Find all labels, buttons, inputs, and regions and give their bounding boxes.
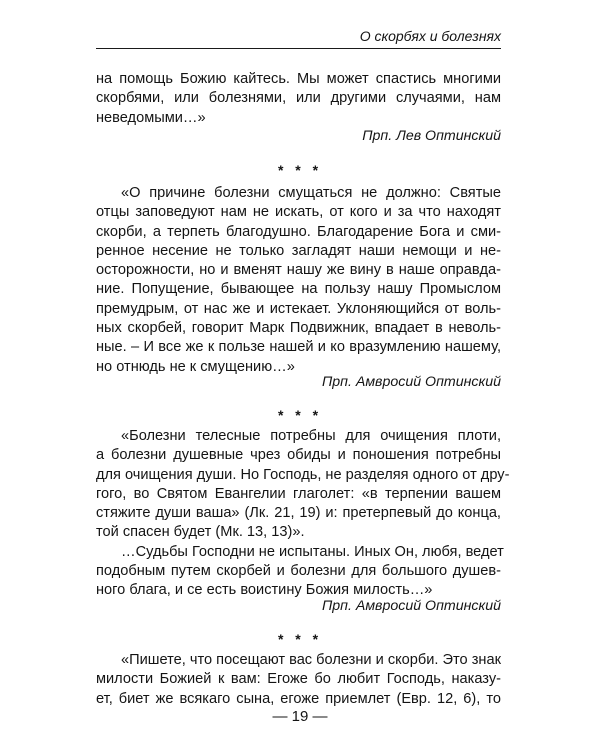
page-number: — 19 — bbox=[272, 708, 328, 725]
text-line: осторожности, но и вменят нашу же вину в наше оправда- bbox=[96, 262, 501, 279]
text-line: подобным путем скорбей и болезни для большого душев- bbox=[96, 563, 501, 580]
running-head: О скорбях и болезнях bbox=[359, 28, 501, 44]
text-line: ние. Попущение, бывающее на пользу нашу Промыслом bbox=[96, 281, 501, 298]
text-line: скорбями, или болезнями, или другими случаями, нам bbox=[96, 90, 501, 107]
quote-continuation bbox=[96, 70, 501, 128]
text-line: а болезни душевные чрез обиды и поношения потребны bbox=[96, 447, 501, 464]
text-line: …Судьбы Господни не испытаны. Иных Он, любя, ведет bbox=[121, 543, 504, 560]
text-line: гого, во Святом Евангелии глаголет: «в терпении вашем bbox=[96, 485, 501, 502]
quote-block bbox=[96, 651, 501, 709]
text-line: для очищения души. Но Господь, не разделяя одного от дру- bbox=[96, 466, 510, 483]
quote-block bbox=[96, 184, 501, 377]
section-separator: * * * bbox=[277, 407, 323, 423]
text-line: ет, биет же всякаго сына, егоже приемлет (Евр. 12, 6), то bbox=[96, 690, 501, 707]
text-line: неведомыми…» bbox=[96, 109, 206, 126]
text-line: ренное несение не только загладят наши немощи и не- bbox=[96, 242, 501, 259]
text-line: но отнюдь не к смущению…» bbox=[96, 358, 295, 375]
text-line: милости Божией к вам: Егоже бо любит Господь, наказу- bbox=[96, 671, 501, 688]
text-line: на помощь Божию кайтесь. Мы может спастись многими bbox=[96, 71, 501, 87]
text-line: ные. – И все же к пользе нашей и ко вразумлению нашему, bbox=[96, 339, 501, 356]
text-line: ных скорбей, говорит Марк Подвижник, впадает в неволь- bbox=[96, 320, 501, 337]
section-separator: * * * bbox=[277, 162, 323, 178]
attribution: Прп. Амвросий Оптинский bbox=[322, 598, 501, 614]
text-line: ного блага, и се есть воистину Божия милость…» bbox=[96, 582, 433, 599]
attribution: Прп. Лев Оптинский bbox=[362, 128, 501, 144]
header-rule bbox=[96, 48, 501, 49]
text-line: «Болезни телесные потребны для очищения плоти, bbox=[121, 428, 501, 444]
section-separator: * * * bbox=[277, 631, 323, 647]
text-line: той спасен будет (Мк. 13, 13)». bbox=[96, 524, 305, 541]
text-line: «О причине болезни смущаться не должно: Святые bbox=[121, 185, 501, 201]
text-line: премудрым, от нас же и истекает. Уклоняющийся от воль- bbox=[96, 300, 501, 317]
quote-block bbox=[96, 427, 510, 601]
text-line: «Пишете, что посещают вас болезни и скорби. Это знак bbox=[121, 652, 501, 668]
text-line: отцы заповедуют нам не искать, от кого и за что находят bbox=[96, 204, 501, 221]
text-line: скорби, а терпеть благодушно. Благодарение Бога и сми- bbox=[96, 223, 501, 240]
text-line: стяжите души ваша» (Лк. 21, 19) и: претерпевый до конца, bbox=[96, 505, 501, 522]
attribution: Прп. Амвросий Оптинский bbox=[322, 374, 501, 390]
